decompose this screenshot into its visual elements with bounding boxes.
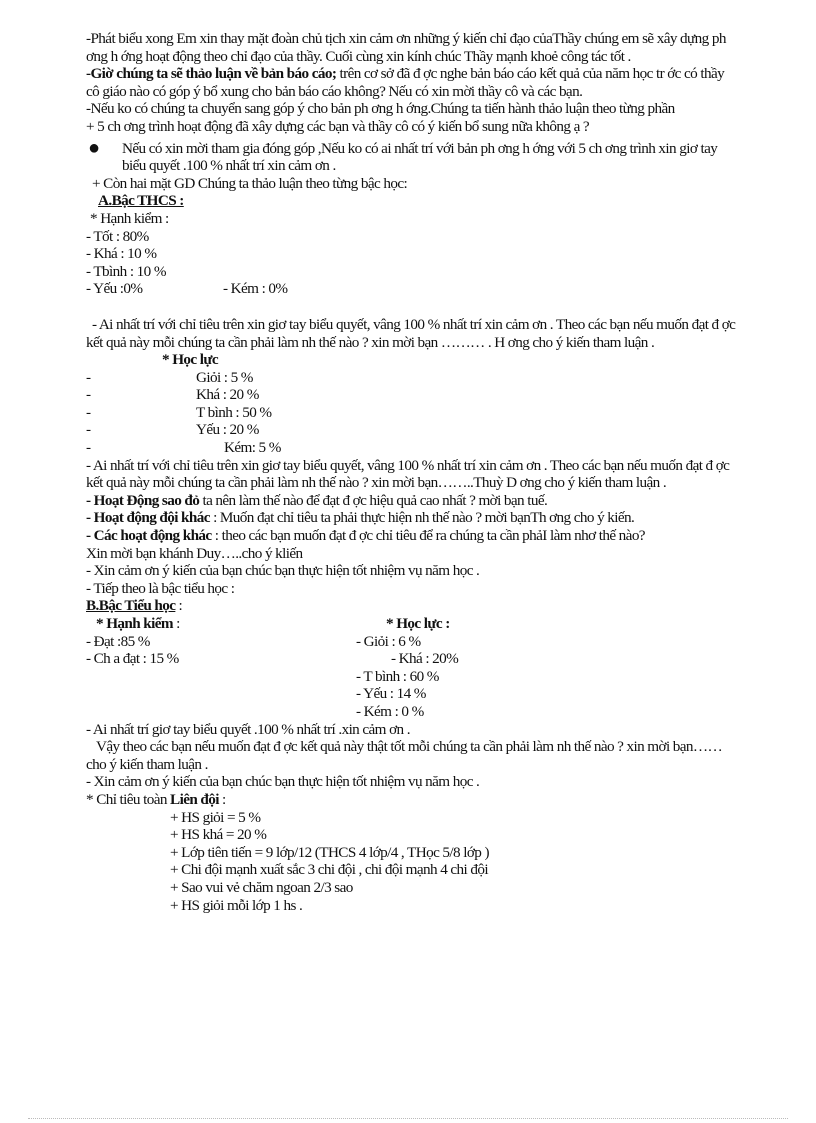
lien-doi-item: + Chi đội mạnh xuất sắc 3 chi đội , chi đội mạnh 4 chi đội <box>170 861 488 879</box>
paragraph-thanks: - Xin cảm ơn ý kiến của bạn chúc bạn thực hiện tốt nhiệm vụ năm học . <box>86 562 480 580</box>
bold-lead: -Giờ chúng ta sẽ thảo luận về bản báo cáo; <box>86 65 337 83</box>
hl-row <box>86 369 736 387</box>
hl-value: T bình : 50 % <box>196 403 272 421</box>
paragraph-text: ta nên làm thế nào để đạt đ ợc hiệu quả cao nhất ? mời bạn tuế. <box>199 491 548 509</box>
bold-lead: - Hoạt động đội khác <box>86 509 210 527</box>
b-hoc-luc-title: * Học lực : <box>386 615 450 632</box>
hl-row <box>86 439 736 457</box>
bold-lead: - Các hoạt động khác <box>86 527 212 545</box>
b-row <box>86 633 736 651</box>
paragraph-vote-thcs: - Ai nhất trí với chỉ tiêu trên xin giơ tay biểu quyết, vâng 100 % nhất trí xin cảm ơn . Theo các bạn nếu muốn đạt đ ợc kết quả này mỗi chúng ta cần phải làm nh thế nào ? xin mời bạn ……… . H ơng cho ý kiến tham luận . <box>86 315 736 351</box>
hoc-luc-title: * Học lực <box>162 351 219 369</box>
paragraph-invite-duy: Xin mời bạn khánh Duy…..cho ý kliến <box>86 544 303 562</box>
hl-row <box>86 421 736 439</box>
paragraph-text: : Muốn đạt chỉ tiêu ta phải thực hiện nh thế nào ? mời bạnTh ơng cho ý kiến. <box>209 509 635 527</box>
b-row-left: - Đạt :85 % <box>86 632 150 650</box>
colon: : <box>175 597 183 615</box>
section-b-headers <box>86 615 736 633</box>
paragraph-five-programs: + 5 ch ơng trình hoạt động đã xây dựng các bạn và thầy cô có ý kiến bổ sung nữa không ạ ? <box>86 117 590 135</box>
lien-doi-list <box>86 809 736 915</box>
hk-item: - Yếu :0% <box>86 280 143 298</box>
hl-value: Yếu : 20 % <box>196 421 259 439</box>
paragraph-plan-discussion: -Nếu ko có chúng ta chuyển sang góp ý cho bản ph ơng h ớng.Chúng ta tiến hành thảo luận theo từng phần <box>86 100 675 118</box>
paragraph-vote-hoc-luc: - Ai nhất trí với chỉ tiêu trên xin giơ tay biểu quyết, vâng 100 % nhất trí xin cảm ơn . Theo các bạn nếu muốn đạt đ ợc kết quả này mỗi chúng ta cần phải làm nh thế nào ? xin mời bạn……..Thuỳ D ơng cho ý kiến tham luận . <box>86 456 730 492</box>
b-row-right: - Khá : 20% <box>391 650 459 668</box>
bullet-item <box>86 136 736 175</box>
dash: - <box>86 439 91 457</box>
lien-doi-item: + HS giỏi mỗi lớp 1 hs . <box>170 896 303 914</box>
page-footer-divider <box>28 1118 788 1119</box>
lien-doi-item: + HS khá = 20 % <box>170 826 267 844</box>
bold-lead: - Hoạt Động sao đỏ <box>86 491 200 509</box>
paragraph-two-aspects: + Còn hai mặt GD Chúng ta thảo luận theo từng bậc học: <box>92 174 408 192</box>
paragraph-closing-speech: -Phát biểu xong Em xin thay mặt đoàn chủ tịch xin cảm ơn những ý kiến chỉ đạo củaThầy chúng em sẽ xây dựng ph ơng h ớng hoạt động theo chỉ đạo của thầy. Cuối cùng xin kính chúc Thầy mạnh khoẻ công tác tốt . <box>86 30 726 65</box>
b-hl-item: - Kém : 0 % <box>356 702 424 720</box>
hl-value: Khá : 20 % <box>196 386 259 404</box>
hk-item-kem: - Kém : 0% <box>223 280 288 298</box>
hanh-kiem-title: * Hạnh kiểm : <box>90 209 169 227</box>
hk-row-weak <box>86 280 736 298</box>
paragraph-doi-khac <box>86 509 736 527</box>
hl-value: Giỏi : 5 % <box>196 368 253 386</box>
section-b-title: B.Bậc Tiểu học <box>86 597 176 615</box>
lien-doi-prefix: * Chỉ tiêu toàn <box>86 790 171 808</box>
paragraph-next-primary: - Tiếp theo là bậc tiểu học : <box>86 579 235 597</box>
b-row-right: - Giỏi : 6 % <box>356 632 421 650</box>
lien-doi-item: + Sao vui vẻ chăm ngoan 2/3 sao <box>170 878 353 896</box>
lien-doi-heading <box>86 791 736 809</box>
hl-value: Kém: 5 % <box>224 439 281 457</box>
b-hl-item: - Yếu : 14 % <box>356 685 426 703</box>
section-b-heading <box>86 597 736 615</box>
paragraph-text: trên cơ sở đã đ ợc nghe bản báo cáo kết quả của năm học tr ớc có thầy cô giáo nào có góp ý bổ xung cho bản báo cáo không? Nếu có xin mời thầy cô và các bạn. <box>86 65 725 100</box>
hk-item: - Khá : 10 % <box>86 245 157 263</box>
hl-row <box>86 386 736 404</box>
document-page <box>86 30 736 914</box>
dash: - <box>86 403 91 421</box>
paragraph-vote-primary: - Ai nhất trí giơ tay biểu quyết .100 % nhất trí .xin cảm ơn . <box>86 720 410 738</box>
hk-item: - Tbình : 10 % <box>86 262 166 280</box>
b-hanh-kiem-title: * Hạnh kiểm <box>96 615 173 632</box>
hl-row <box>86 404 736 422</box>
paragraph-hoat-dong-khac <box>86 527 736 545</box>
bullet-text: Nếu có xin mời tham gia đóng góp ,Nếu ko có ai nhất trí với bản ph ơng h ớng với 5 ch ơng trình xin giơ tay biểu quyết .100 % nhất trí xin cảm ơn . <box>122 139 718 175</box>
lien-doi-item: + Lớp tiên tiến = 9 lớp/12 (THCS 4 lớp/4 , THọc 5/8 lớp ) <box>170 843 489 861</box>
paragraph-thanks-primary: - Xin cảm ơn ý kiến của bạn chúc bạn thực hiện tốt nhiệm vụ năm học . <box>86 773 480 791</box>
lien-doi-item: + HS giỏi = 5 % <box>170 808 261 826</box>
dash: - <box>86 386 91 404</box>
b-row <box>86 650 736 668</box>
b-hl-item: - T bình : 60 % <box>356 667 439 685</box>
b-row-left: - Ch a đạt : 15 % <box>86 650 179 668</box>
dash: - <box>86 421 91 439</box>
paragraph-text: : theo các bạn muốn đạt đ ợc chỉ tiêu để ra chúng ta cần phảI làm nhơ thế nào? <box>211 527 645 545</box>
colon: : <box>218 790 226 808</box>
b-hanh-kiem-header <box>86 615 386 633</box>
lien-doi-title: Liên đội <box>170 790 219 808</box>
paragraph-invite-primary: Vậy theo các bạn nếu muốn đạt đ ợc kết quả này thật tốt mỗi chúng ta cần phải làm nh thế nào ? xin mời bạn…… cho ý kiến tham luận . <box>86 738 723 773</box>
paragraph-sao-do <box>86 492 736 510</box>
hk-item: - Tốt : 80% <box>86 227 149 245</box>
paragraph-report-discussion <box>86 65 736 100</box>
dash: - <box>86 368 91 386</box>
bullet-dot-icon: ● <box>88 136 100 159</box>
section-a-title: A.Bậc THCS : <box>98 192 184 210</box>
colon: : <box>172 615 180 632</box>
